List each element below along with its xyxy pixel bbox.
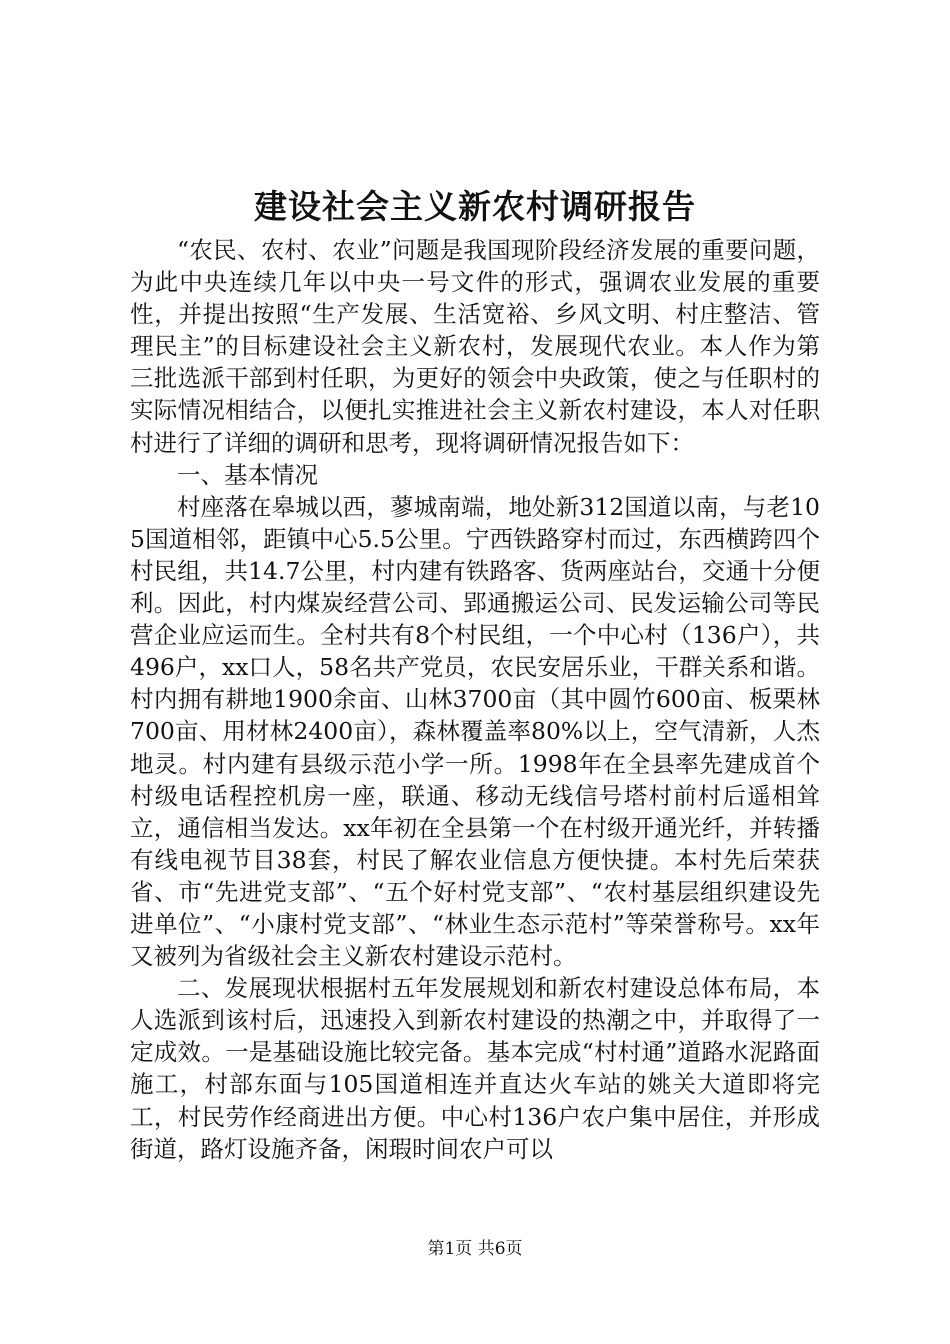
paragraph-development-status: 二、发展现状根据村五年发展规划和新农村建设总体布局，本人选派到该村后，迅速投入到新农村建设的热潮之中，并取得了一定成效。一是基础设施比较完备。基本完成“村村通”道路水泥路面施工，村部东面与105国道相连并直达火车站的姚关大道即将完工，村民劳作经商进出方便。中心村136户农户集中居住，并形成街道，路灯设施齐备，闲瑕时间农户可以 xyxy=(130,974,820,1163)
document-title: 建设社会主义新农村调研报告 xyxy=(254,187,696,226)
paragraph-basic-situation: 村座落在皋城以西，蓼城南端，地处新312国道以南，与老105国道相邻，距镇中心5.5公里。宁西铁路穿村而过，东西横跨四个村民组，共14.7公里，村内建有铁路客、货两座站台，交通十分便利。因此，村内煤炭经营公司、郢通搬运公司、民发运输公司等民营企业应运而生。全村共有8个村民组，一个中心村（136户），共496户，xx口人，58名共产党员，农民安居乐业，干群关系和谐。村内拥有耕地1900余亩、山林3700亩（其中圆竹600亩、板栗林700亩、用材林2400亩），森林覆盖率80%以上，空气清新，人杰地灵。村内建有县级示范小学一所。1998年在全县率先建成首个村级电话程控机房一座，联通、移动无线信号塔村前村后遥相耸立，通信相当发达。xx年初在全县第一个在村级开通光纤，并转播有线电视节目38套，村民了解农业信息方便快捷。本村先后荣获省、市“先进党支部”、“五个好村党支部”、“农村基层组织建设先进单位”、“小康村党支部”、“林业生态示范村”等荣誉称号。xx年又被列为省级社会主义新农村建设示范村。 xyxy=(130,492,820,971)
document-body xyxy=(130,234,820,1165)
paragraph-intro: “农民、农村、农业”问题是我国现阶段经济发展的重要问题，为此中央连续几年以中央一号文件的形式，强调农业发展的重要性，并提出按照“生产发展、生活宽裕、乡风文明、村庄整洁、管理民主”的目标建设社会主义新农村，发展现代农业。本人作为第三批选派干部到村任职，为更好的领会中央政策，使之与任职村的实际情况相结合，以便扎实推进社会主义新农村建设，本人对任职村进行了详细的调研和思考，现将调研情况报告如下： xyxy=(130,236,820,457)
page-number-footer: 第1页 共6页 xyxy=(427,1239,523,1259)
section-heading-basic-situation: 一、基本情况 xyxy=(177,460,318,489)
